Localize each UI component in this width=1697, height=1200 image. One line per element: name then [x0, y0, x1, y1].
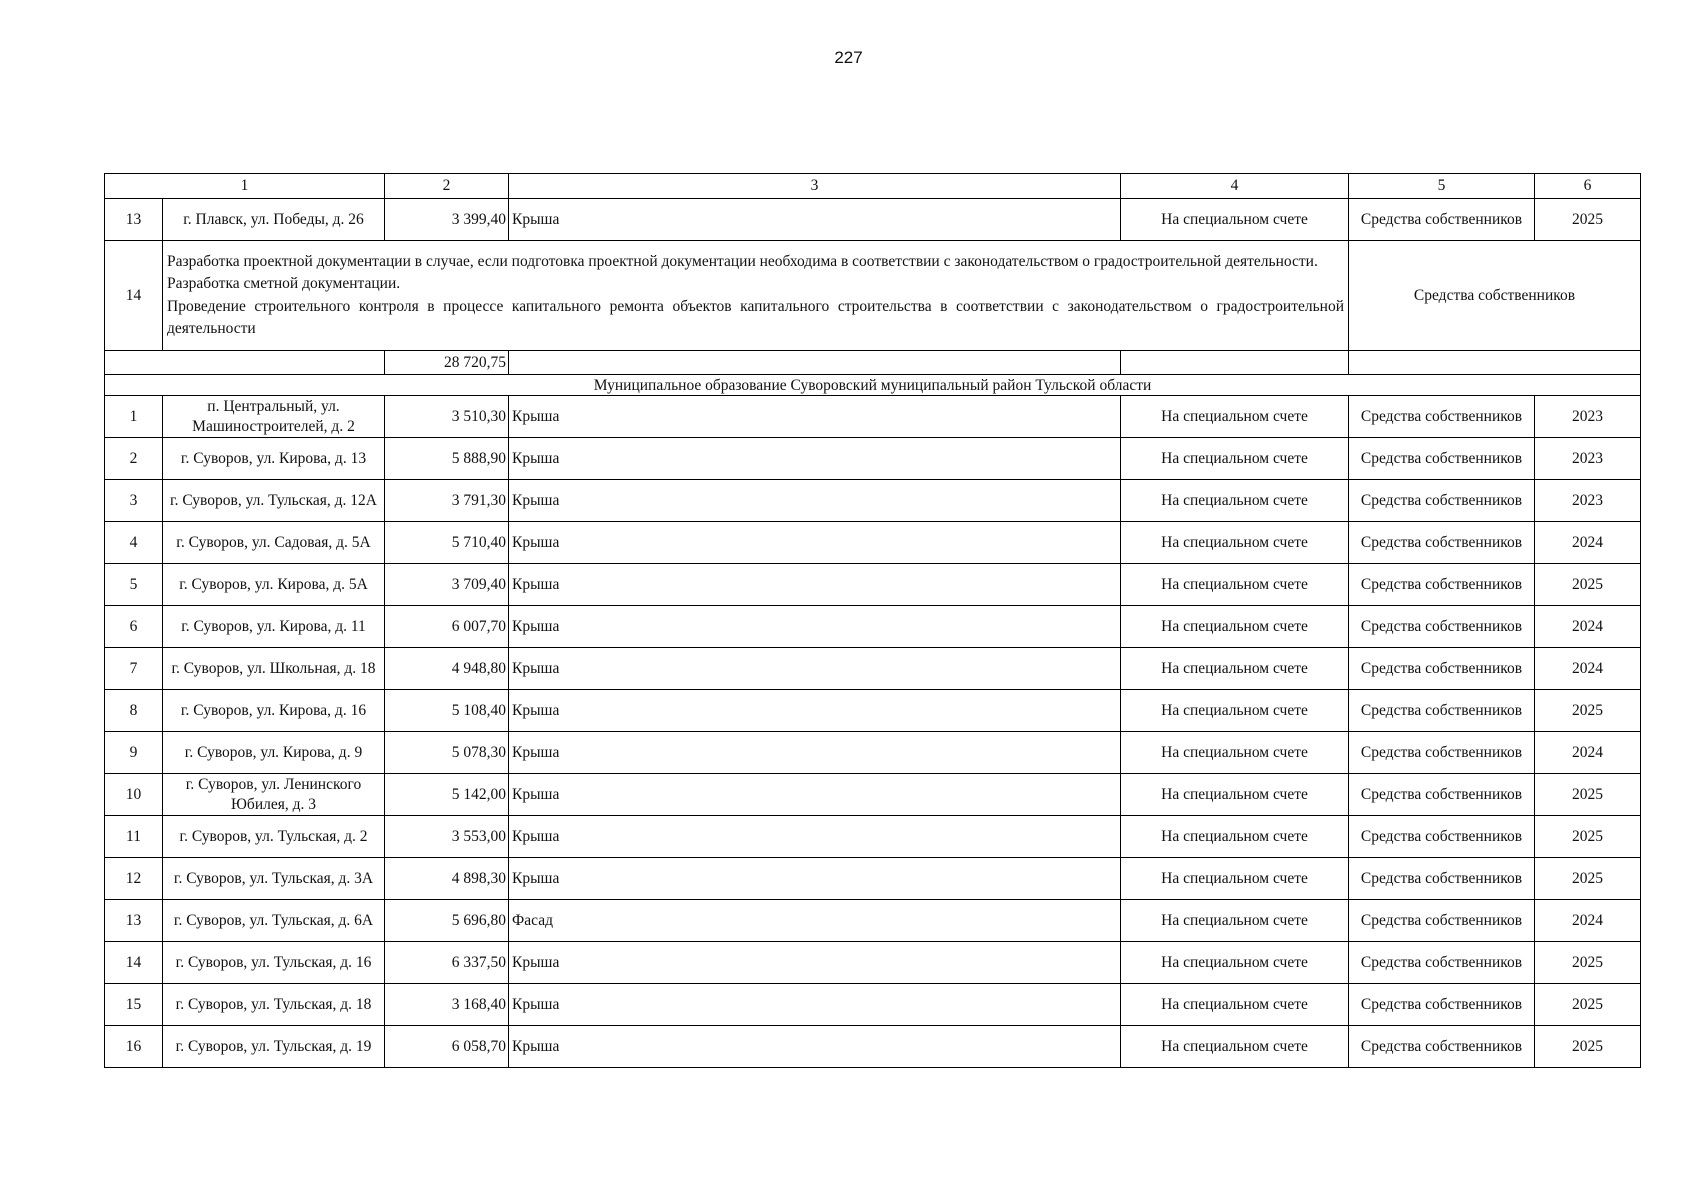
table-row [105, 900, 1641, 942]
column-header-4: 4 [1121, 174, 1349, 199]
row-year: 2024 [1535, 522, 1641, 564]
row-number: 11 [105, 816, 163, 858]
row-area: 3 791,30 [385, 480, 509, 522]
total-empty-cell [1121, 351, 1349, 375]
table-row [105, 774, 1641, 816]
row-account: На специальном счете [1121, 606, 1349, 648]
row-year: 2025 [1535, 564, 1641, 606]
row-account: На специальном счете [1121, 1026, 1349, 1068]
table-row [105, 480, 1641, 522]
row-funding-source: Средства собственников [1349, 480, 1535, 522]
row-funding-source: Средства собственников [1349, 438, 1535, 480]
table-row [105, 858, 1641, 900]
row-year: 2025 [1535, 1026, 1641, 1068]
row-area: 5 142,00 [385, 774, 509, 816]
total-row [105, 351, 1641, 375]
row-address: г. Суворов, ул. Тульская, д. 2 [163, 816, 385, 858]
development-row [105, 241, 1641, 351]
row-area: 3 709,40 [385, 564, 509, 606]
row-account: На специальном счете [1121, 900, 1349, 942]
row-funding-source: Средства собственников [1349, 199, 1535, 241]
table-body [105, 174, 1641, 1068]
table-row [105, 564, 1641, 606]
row-year: 2023 [1535, 396, 1641, 438]
row-account: На специальном счете [1121, 816, 1349, 858]
row-account: На специальном счете [1121, 522, 1349, 564]
row-area: 5 108,40 [385, 690, 509, 732]
row-address: г. Суворов, ул. Кирова, д. 16 [163, 690, 385, 732]
row-area: 5 078,30 [385, 732, 509, 774]
row-work-type: Крыша [509, 774, 1121, 816]
row-account: На специальном счете [1121, 942, 1349, 984]
row-work-type: Крыша [509, 606, 1121, 648]
municipality-title: Муниципальное образование Суворовский муниципальный район Тульской области [105, 375, 1641, 396]
row-work-type: Крыша [509, 942, 1121, 984]
row-funding-source: Средства собственников [1349, 606, 1535, 648]
row-work-type: Крыша [509, 648, 1121, 690]
row-work-type: Крыша [509, 690, 1121, 732]
row-number: 13 [105, 199, 163, 241]
total-empty-cell [509, 351, 1121, 375]
row-area: 4 948,80 [385, 648, 509, 690]
row-number: 8 [105, 690, 163, 732]
row-area: 3 399,40 [385, 199, 509, 241]
table-row [105, 396, 1641, 438]
municipality-row [105, 375, 1641, 396]
row-year: 2024 [1535, 900, 1641, 942]
row-work-type: Крыша [509, 480, 1121, 522]
total-empty-cell [1349, 351, 1641, 375]
row-work-type: Крыша [509, 438, 1121, 480]
table-row [105, 648, 1641, 690]
row-funding-source: Средства собственников [1349, 564, 1535, 606]
repair-program-table [104, 173, 1641, 1068]
row-number: 6 [105, 606, 163, 648]
row-year: 2023 [1535, 480, 1641, 522]
row-funding-source: Средства собственников [1349, 942, 1535, 984]
row-funding-source: Средства собственников [1349, 522, 1535, 564]
row-number: 14 [105, 241, 163, 351]
row-work-type: Крыша [509, 199, 1121, 241]
row-address: г. Суворов, ул. Кирова, д. 13 [163, 438, 385, 480]
row-number: 15 [105, 984, 163, 1026]
row-work-type: Крыша [509, 984, 1121, 1026]
row-account: На специальном счете [1121, 774, 1349, 816]
row-year: 2025 [1535, 984, 1641, 1026]
row-area: 6 007,70 [385, 606, 509, 648]
row-address: г. Суворов, ул. Тульская, д. 6А [163, 900, 385, 942]
row-work-type: Крыша [509, 396, 1121, 438]
row-number: 3 [105, 480, 163, 522]
row-funding-source: Средства собственников [1349, 690, 1535, 732]
row-address: г. Суворов, ул. Тульская, д. 3А [163, 858, 385, 900]
row-account: На специальном счете [1121, 732, 1349, 774]
row-account: На специальном счете [1121, 438, 1349, 480]
table-row [105, 1026, 1641, 1068]
development-line: Разработка проектной документации в случае, если подготовка проектной документации необходима в соответствии с законодательством о градостроительной деятельности. [167, 252, 1318, 270]
row-year: 2025 [1535, 816, 1641, 858]
row-funding-source: Средства собственников [1349, 648, 1535, 690]
row-account: На специальном счете [1121, 564, 1349, 606]
row-number: 4 [105, 522, 163, 564]
total-label-cell [105, 351, 385, 375]
development-line: Разработка сметной документации. [167, 275, 401, 292]
row-account: На специальном счете [1121, 480, 1349, 522]
row-funding-source: Средства собственников [1349, 900, 1535, 942]
row-address: г. Суворов, ул. Кирова, д. 9 [163, 732, 385, 774]
row-number: 5 [105, 564, 163, 606]
row-account: На специальном счете [1121, 690, 1349, 732]
row-address: г. Плавск, ул. Победы, д. 26 [163, 199, 385, 241]
row-number: 16 [105, 1026, 163, 1068]
row-area: 5 696,80 [385, 900, 509, 942]
row-funding-source: Средства собственников [1349, 1026, 1535, 1068]
row-area: 6 337,50 [385, 942, 509, 984]
row-account: На специальном счете [1121, 858, 1349, 900]
row-funding-source: Средства собственников [1349, 984, 1535, 1026]
row-address: г. Суворов, ул. Тульская, д. 19 [163, 1026, 385, 1068]
row-funding-source: Средства собственников [1349, 732, 1535, 774]
row-work-type: Крыша [509, 522, 1121, 564]
row-year: 2025 [1535, 858, 1641, 900]
row-year: 2024 [1535, 732, 1641, 774]
table-row [105, 522, 1641, 564]
row-number: 1 [105, 396, 163, 438]
table-row [105, 984, 1641, 1026]
row-area: 3 168,40 [385, 984, 509, 1026]
row-year: 2025 [1535, 942, 1641, 984]
total-area: 28 720,75 [385, 351, 509, 375]
row-area: 5 888,90 [385, 438, 509, 480]
row-account: На специальном счете [1121, 648, 1349, 690]
row-address: п. Центральный, ул. Машиностроителей, д. 2 [163, 396, 385, 438]
row-number: 12 [105, 858, 163, 900]
row-work-type: Крыша [509, 858, 1121, 900]
development-line: Проведение строительного контроля в процессе капитального ремонта объектов капитального строительства в соответствии с законодательством о градостроительной деятельности [167, 297, 1344, 337]
row-funding-source: Средства собственников [1349, 858, 1535, 900]
row-area: 4 898,30 [385, 858, 509, 900]
row-area: 5 710,40 [385, 522, 509, 564]
table-row [105, 690, 1641, 732]
development-funding-source: Средства собственников [1349, 241, 1641, 351]
row-year: 2024 [1535, 606, 1641, 648]
row-account: На специальном счете [1121, 199, 1349, 241]
row-number: 10 [105, 774, 163, 816]
row-address: г. Суворов, ул. Кирова, д. 11 [163, 606, 385, 648]
row-address: г. Суворов, ул. Тульская, д. 16 [163, 942, 385, 984]
row-year: 2024 [1535, 648, 1641, 690]
row-year: 2025 [1535, 774, 1641, 816]
row-address: г. Суворов, ул. Школьная, д. 18 [163, 648, 385, 690]
column-header-6: 6 [1535, 174, 1641, 199]
row-work-type: Крыша [509, 816, 1121, 858]
development-description [163, 241, 1349, 351]
row-work-type: Крыша [509, 564, 1121, 606]
row-number: 13 [105, 900, 163, 942]
row-address: г. Суворов, ул. Ленинского Юбилея, д. 3 [163, 774, 385, 816]
row-account: На специальном счете [1121, 396, 1349, 438]
table-row [105, 732, 1641, 774]
row-address: г. Суворов, ул. Садовая, д. 5А [163, 522, 385, 564]
row-year: 2025 [1535, 690, 1641, 732]
column-header-3: 3 [509, 174, 1121, 199]
column-number-header [105, 174, 1641, 199]
row-work-type: Крыша [509, 1026, 1121, 1068]
table-row [105, 199, 1641, 241]
table-row [105, 438, 1641, 480]
row-work-type: Фасад [509, 900, 1121, 942]
row-number: 14 [105, 942, 163, 984]
row-year: 2025 [1535, 199, 1641, 241]
row-address: г. Суворов, ул. Тульская, д. 12А [163, 480, 385, 522]
column-header-2: 2 [385, 174, 509, 199]
table-row [105, 816, 1641, 858]
row-address: г. Суворов, ул. Тульская, д. 18 [163, 984, 385, 1026]
row-work-type: Крыша [509, 732, 1121, 774]
row-area: 6 058,70 [385, 1026, 509, 1068]
row-funding-source: Средства собственников [1349, 816, 1535, 858]
table-row [105, 606, 1641, 648]
table-row [105, 942, 1641, 984]
row-funding-source: Средства собственников [1349, 396, 1535, 438]
column-header-1: 1 [105, 174, 385, 199]
row-number: 7 [105, 648, 163, 690]
row-area: 3 553,00 [385, 816, 509, 858]
row-funding-source: Средства собственников [1349, 774, 1535, 816]
row-area: 3 510,30 [385, 396, 509, 438]
page-number: 227 [834, 48, 863, 67]
column-header-5: 5 [1349, 174, 1535, 199]
row-year: 2023 [1535, 438, 1641, 480]
row-address: г. Суворов, ул. Кирова, д. 5А [163, 564, 385, 606]
row-number: 9 [105, 732, 163, 774]
row-number: 2 [105, 438, 163, 480]
row-account: На специальном счете [1121, 984, 1349, 1026]
